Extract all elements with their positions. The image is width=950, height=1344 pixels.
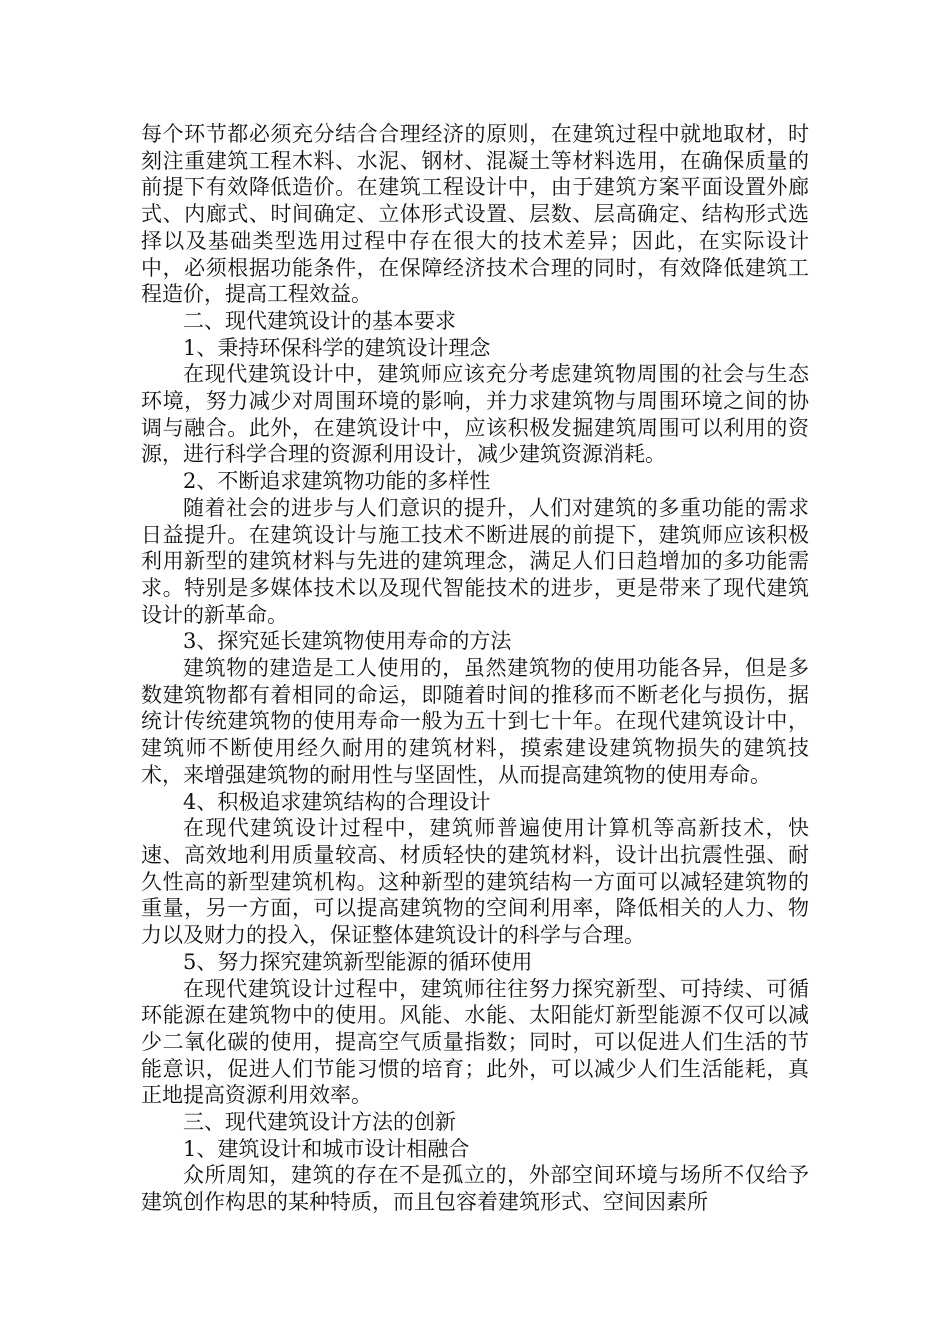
document-body [141, 121, 809, 1216]
paragraph-urban-design: 众所周知，建筑的存在不是孤立的，外部空间环境与场所不仅给予建筑创作构思的某种特质，而且包容着建筑形式、空间因素所 [141, 1163, 809, 1215]
paragraph-energy: 在现代建筑设计过程中，建筑师往往努力探究新型、可持续、可循环能源在建筑物中的使用。风能、水能、太阳能灯新型能源不仅可以减少二氧化碳的使用，提高空气质量指数；同时，可以促进人们生活的节能意识，促进人们节能习惯的培育；此外，可以减少人们生活能耗，真正地提高资源利用效率。 [141, 976, 809, 1108]
subheading-urban-design: 1、建筑设计和城市设计相融合 [183, 1136, 470, 1161]
section-heading-basic-requirements: 二、现代建筑设计的基本要求 [183, 308, 456, 333]
paragraph-lifespan: 建筑物的建造是工人使用的，虽然建筑物的使用功能各异，但是多数建筑物都有着相同的命运，即随着时间的推移而不断老化与损伤，据统计传统建筑物的使用寿命一般为五十到七十年。在现代建筑设计中，建筑师不断使用经久耐用的建筑材料，摸索建设建筑物损失的建筑技术，来增强建筑物的耐用性与坚固性，从而提高建筑物的使用寿命。 [141, 656, 809, 787]
paragraph-multifunction: 随着社会的进步与人们意识的提升，人们对建筑的多重功能的需求日益提升。在建筑设计与施工技术不断进展的前提下，建筑师应该积极利用新型的建筑材料与先进的建筑理念，满足人们日趋增加的多功能需求。特别是多媒体技术以及现代智能技术的进步，更是带来了现代建筑设计的新革命。 [141, 495, 809, 627]
paragraph-eco-design: 在现代建筑设计中，建筑师应该充分考虑建筑物周围的社会与生态环境，努力减少对周围环境的影响，并力求建筑物与周围环境之间的协调与融合。此外，在建筑设计中，应该积极发掘建筑周围可以利用的资源，进行科学合理的资源利用设计，减少建筑资源消耗。 [141, 362, 809, 467]
subheading-multifunction: 2、不断追求建筑物功能的多样性 [183, 469, 491, 494]
subheading-energy: 5、努力探究建筑新型能源的循环使用 [183, 949, 533, 974]
paragraph-cost-control: 每个环节都必须充分结合合理经济的原则，在建筑过程中就地取材，时刻注重建筑工程木料、水泥、钢材、混凝土等材料选用，在确保质量的前提下有效降低造价。在建筑工程设计中，由于建筑方案平面设置外廊式、内廊式、时间确定、立体形式设置、层数、层高确定、结构形式选择以及基础类型选用过程中存在很大的技术差异；因此，在实际设计中，必须根据功能条件，在保障经济技术合理的同时，有效降低建筑工程造价，提高工程效益。 [141, 122, 809, 307]
section-heading-innovation: 三、现代建筑设计方法的创新 [183, 1110, 456, 1135]
subheading-structure: 4、积极追求建筑结构的合理设计 [183, 789, 491, 814]
paragraph-structure: 在现代建筑设计过程中，建筑师普遍使用计算机等高新技术，快速、高效地利用质量较高、材质轻快的建筑材料，设计出抗震性强、耐久性高的新型建筑机构。这种新型的建筑结构一方面可以减轻建筑物的重量，另一方面，可以提高建筑物的空间利用率，降低相关的人力、物力以及财力的投入，保证整体建筑设计的科学与合理。 [141, 816, 809, 948]
subheading-lifespan: 3、探究延长建筑物使用寿命的方法 [183, 629, 512, 654]
subheading-eco-design: 1、秉持环保科学的建筑设计理念 [183, 335, 491, 360]
